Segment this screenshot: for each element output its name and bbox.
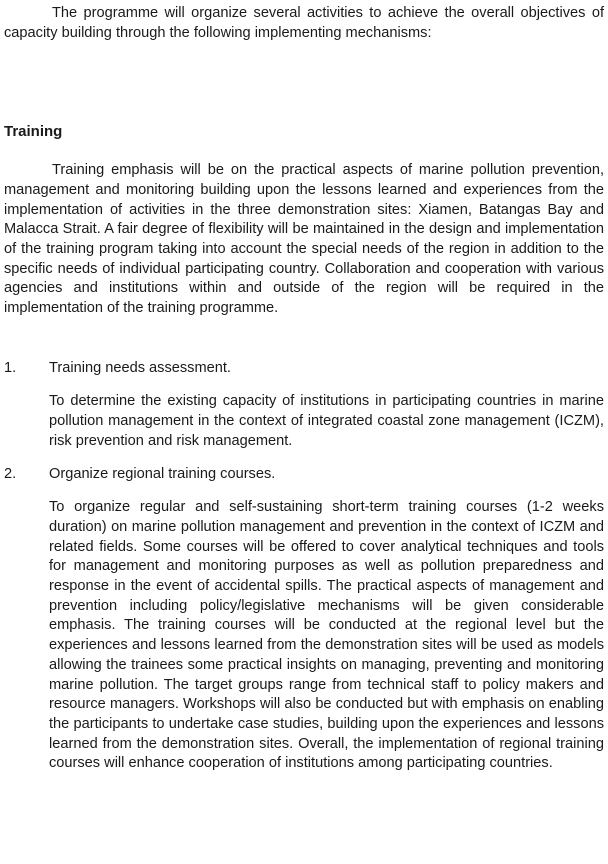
list-item-description: To determine the existing capacity of institutions in participating countries in marine pollution management in the context of integrated coastal zone management (ICZM), risk prevention and risk management. bbox=[49, 393, 604, 449]
intro-paragraph: The programme will organize several activities to achieve the overall objectives of capacity building through the following implementing mechanisms: bbox=[4, 5, 604, 41]
list-item-description: To organize regular and self-sustaining short-term training courses (1-2 weeks duration) on marine pollution management and prevention in the context of ICZM and related fields. Some courses will be offered to cover analytical techniques and tools for management and monitoring purposes as well as pollution preparedness and response in the event of accidental spills. The practical aspects of management and prevention including policy/legislative mechanisms will be given considerable emphasis. The training courses will be conducted at the regional level but the experiences and lessons learned from the demonstration sites will be used as models allowing the trainees some practical insights on managing, preventing and monitoring marine pollution. The target groups range from technical staff to policy makers and resource managers. Workshops will also be conducted but with emphasis on enabling the participants to undertake case studies, building upon the experiences and lessons learned from the demonstration sites. Overall, the implementation of regional training courses will enhance cooperation of institutions among participating countries. bbox=[49, 499, 604, 772]
section-heading-training: Training bbox=[4, 123, 63, 141]
list-item-body bbox=[49, 359, 604, 452]
training-paragraph: Training emphasis will be on the practical aspects of marine pollution prevention, management and monitoring building upon the lessons learned and experiences from the implementation of activities in the three demonstration sites: Xiamen, Batangas Bay and Malacca Strait. A fair degree of flexibility will be maintained in the design and implementation of the training program taking into account the special needs of the region in addition to the specific needs of individual participating country. Collaboration and cooperation with various agencies and institutions within and outside of the region will be required in the implementation of the training programme. bbox=[4, 162, 604, 317]
list-item-body bbox=[49, 465, 604, 775]
list-item-number: 2. bbox=[4, 465, 17, 482]
list-item-title: Organize regional training courses. bbox=[49, 465, 276, 482]
list-item-title: Training needs assessment. bbox=[49, 359, 231, 376]
document-page bbox=[4, 4, 604, 774]
list-item-regional-courses bbox=[4, 465, 604, 775]
list-item-training-needs bbox=[4, 359, 604, 452]
list-item-number: 1. bbox=[4, 359, 17, 376]
